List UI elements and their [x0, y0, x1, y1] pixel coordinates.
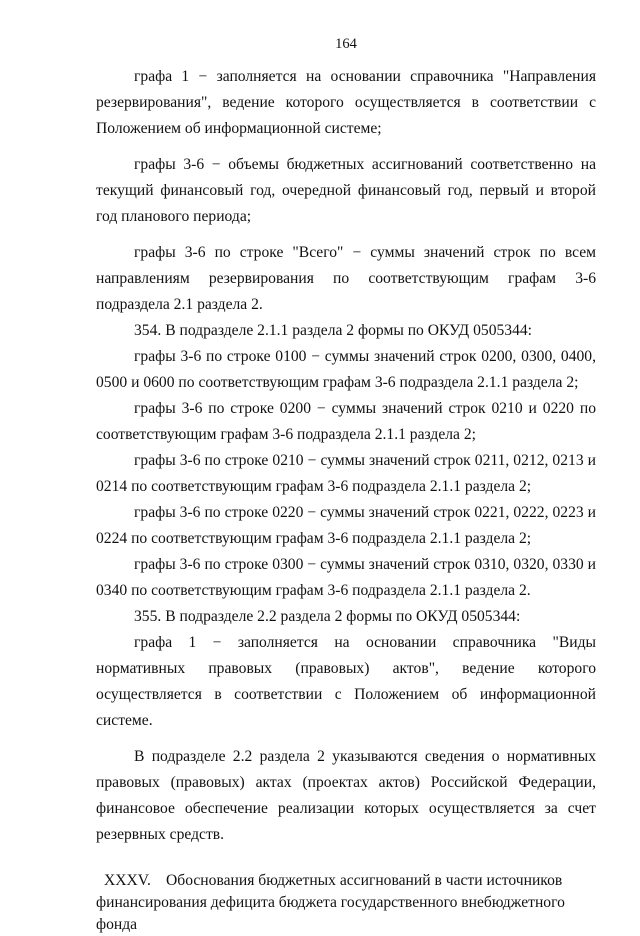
paragraph-row-0300: графы 3-6 по строке 0300 − суммы значений строк 0310, 0320, 0330 и 0340 по соответствующим графам 3-6 подраздела 2.1.1 раздела 2.: [96, 556, 596, 599]
paragraph-354: 354. В подразделе 2.1.1 раздела 2 формы по ОКУД 0505344:: [134, 322, 533, 339]
section-number: XXXV.: [104, 872, 151, 889]
paragraph-355: 355. В подразделе 2.2 раздела 2 формы по ОКУД 0505344:: [134, 608, 521, 625]
paragraph-row-0200: графы 3-6 по строке 0200 − суммы значений строк 0210 и 0220 по соответствующим графам 3-6 подраздела 2.1.1 раздела 2;: [96, 400, 596, 443]
paragraph-grafa-1-reservation: графа 1 − заполняется на основании справочника "Направления резервирования", ведение которого осуществляется в соответствии с Положением об информационной системе;: [96, 68, 596, 137]
section-title: Обоснования бюджетных ассигнований в части источников финансирования дефицита бюджета государственного внебюджетного фонда: [96, 872, 565, 933]
page-number: 164: [335, 36, 357, 52]
section-heading: [96, 870, 596, 936]
paragraph-row-0220: графы 3-6 по строке 0220 − суммы значений строк 0221, 0222, 0223 и 0224 по соответствующим графам 3-6 подраздела 2.1.1 раздела 2;: [96, 504, 596, 547]
paragraph-subsection-2-2-info: В подразделе 2.2 раздела 2 указываются сведения о нормативных правовых (правовых) актах (проектах актов) Российской Федерации, финансовое обеспечение реализации которых осуществляется за счет резервных средств.: [96, 748, 596, 843]
paragraph-grafy-3-6-volumes: графы 3-6 − объемы бюджетных ассигнований соответственно на текущий финансовый год, очередной финансовый год, первый и второй год планового периода;: [96, 156, 596, 225]
paragraph-row-0210: графы 3-6 по строке 0210 − суммы значений строк 0211, 0212, 0213 и 0214 по соответствующим графам 3-6 подраздела 2.1.1 раздела 2;: [96, 452, 596, 495]
paragraph-grafa-1-acts: графа 1 − заполняется на основании справочника "Виды нормативных правовых (правовых) актов", ведение которого осуществляется в соответствии с Положением об информационной системе.: [96, 634, 596, 729]
paragraph-row-0100: графы 3-6 по строке 0100 − суммы значений строк 0200, 0300, 0400, 0500 и 0600 по соответствующим графам 3-6 подраздела 2.1.1 раздела 2;: [96, 348, 596, 391]
paragraph-grafy-3-6-total: графы 3-6 по строке "Всего" − суммы значений строк по всем направлениям резервирования по соответствующим графам 3-6 подраздела 2.1 раздела 2.: [96, 244, 596, 313]
